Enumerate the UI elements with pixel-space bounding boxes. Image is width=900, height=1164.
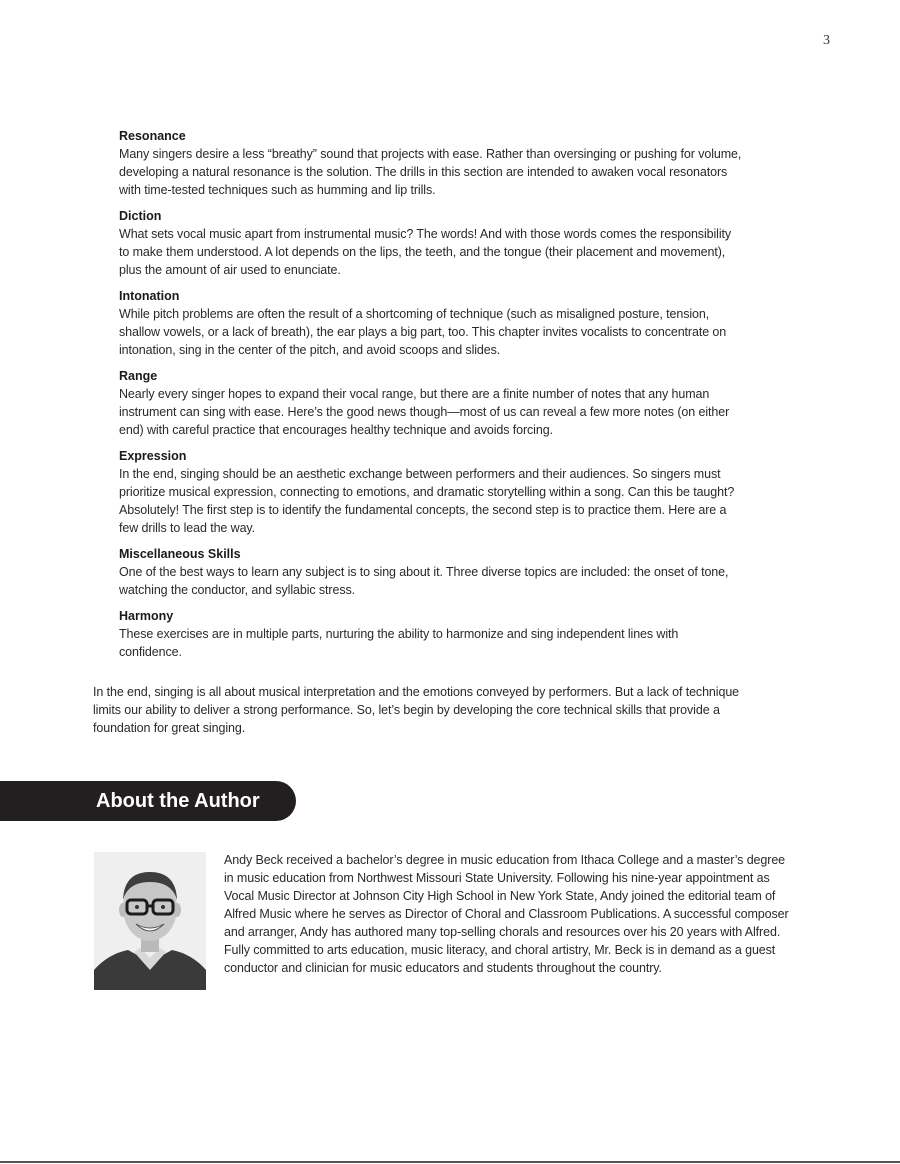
section-title: Expression: [119, 449, 187, 463]
section-text: These exercises are in multiple parts, nurturing the ability to harmonize and sing independent lines with confidence.: [119, 627, 679, 659]
section-title: Miscellaneous Skills: [119, 547, 241, 561]
section-diction: [119, 208, 744, 279]
section-range: [119, 368, 744, 439]
page-bottom-border: [0, 1161, 900, 1163]
section-miscellaneous-skills: [119, 546, 744, 599]
section-title: Intonation: [119, 289, 180, 303]
page-number: 3: [823, 33, 830, 48]
section-text: Many singers desire a less “breathy” sound that projects with ease. Rather than oversinging or pushing for volume, developing a natural resonance is the solution. The drills in this section are intended to awaken vocal resonators with time-tested techniques such as humming and lip trills.: [119, 147, 742, 197]
section-list: [119, 128, 744, 670]
section-intonation: [119, 288, 744, 359]
section-title: Harmony: [119, 609, 174, 623]
section-title: Resonance: [119, 129, 186, 143]
section-text: Nearly every singer hopes to expand their vocal range, but there are a finite number of notes that any human instrument can sing with ease. Here’s the good news though—most of us can reveal a few more notes (on either end) with careful practice that encourages healthy technique and avoids forcing.: [119, 387, 730, 437]
section-expression: [119, 448, 744, 537]
author-photo: [94, 852, 206, 990]
about-author-heading: About the Author: [0, 781, 296, 821]
closing-paragraph: In the end, singing is all about musical interpretation and the emotions conveyed by performers. But a lack of technique limits our ability to deliver a strong performance. So, let’s begin by developing the core technical skills that provide a foundation for great singing.: [93, 685, 740, 735]
section-title: Range: [119, 369, 158, 383]
section-title: Diction: [119, 209, 162, 223]
author-portrait-icon: [94, 852, 206, 990]
section-resonance: [119, 128, 744, 199]
author-bio: Andy Beck received a bachelor’s degree in music education from Ithaca College and a master’s degree in music education from Northwest Missouri State University. Following his nine-year appointment as Vocal Music Director at Johnson City High School in New York State, Andy joined the editorial team of Alfred Music where he serves as Director of Choral and Classroom Publications. A successful composer and arranger, Andy has authored many top-selling chorals and resources over his 20 years with Alfred. Fully committed to arts education, music literacy, and choral artistry, Mr. Beck is in demand as a guest conductor and clinician for music educators and students throughout the country.: [224, 853, 789, 975]
section-text: One of the best ways to learn any subject is to sing about it. Three diverse topics are included: the onset of tone, watching the conductor, and syllabic stress.: [119, 565, 729, 597]
section-harmony: [119, 608, 744, 661]
section-text: In the end, singing should be an aesthetic exchange between performers and their audiences. So singers must prioritize musical expression, connecting to emotions, and dramatic storytelling within a song. Can this be taught? Absolutely! The first step is to identify the fundamental concepts, the second step is to practice them. Here are a few drills to lead the way.: [119, 467, 735, 535]
section-text: What sets vocal music apart from instrumental music? The words! And with those words comes the responsibility to make them understood. A lot depends on the lips, the teeth, and the tongue (their placement and movement), plus the amount of air used to enunciate.: [119, 227, 732, 277]
section-text: While pitch problems are often the result of a shortcoming of technique (such as misaligned posture, tension, shallow vowels, or a lack of breath), the ear plays a big part, too. This chapter invites vocalists to concentrate on intonation, sing in the center of the pitch, and avoid scoops and slides.: [119, 307, 727, 357]
